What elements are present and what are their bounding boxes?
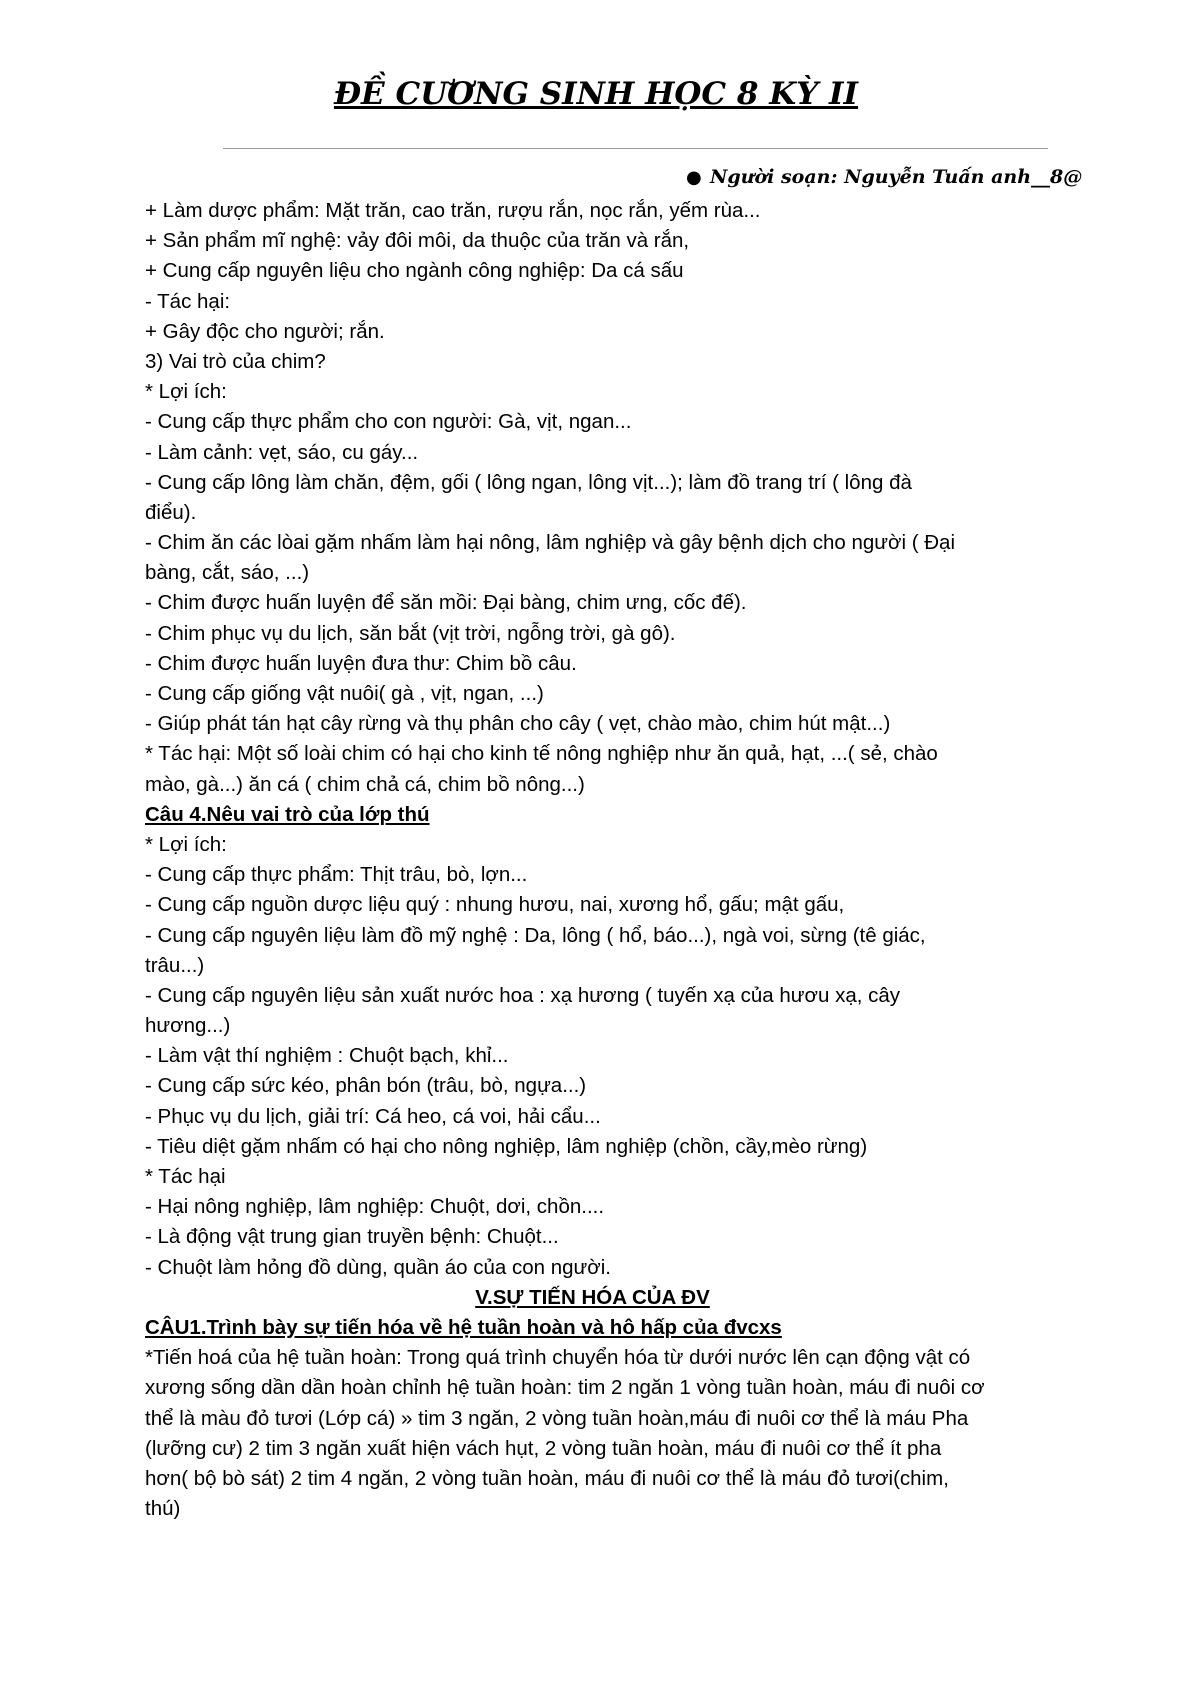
text-line: * Tác hại: Một số loài chim có hại cho kinh tế nông nghiệp như ăn quả, hạt, ...( sẻ, chào	[145, 742, 938, 766]
text-line: *Tiến hoá của hệ tuần hoàn: Trong quá trình chuyển hóa từ dưới nước lên cạn động vật có	[145, 1346, 971, 1370]
text-line: bàng, cắt, sáo, ...)	[145, 561, 310, 585]
text-line: - Cung cấp sức kéo, phân bón (trâu, bò, ngựa...)	[145, 1074, 587, 1098]
text-line: thú)	[145, 1497, 181, 1521]
text-line: - Chuột làm hỏng đồ dùng, quần áo của con người.	[145, 1255, 611, 1279]
document-body	[145, 196, 1045, 1524]
text-line: - Chim phục vụ du lịch, săn bắt (vịt trời, ngỗng trời, gà gô).	[145, 621, 676, 645]
text-line: + Sản phẩm mĩ nghệ: vảy đôi môi, da thuộc của trăn và rắn,	[145, 229, 690, 253]
text-line: - Cung cấp nguyên liệu sản xuất nước hoa : xạ hương ( tuyến xạ của hươu xạ, cây	[145, 983, 901, 1007]
text-line: * Tác hại	[145, 1165, 226, 1188]
bullet-icon: ●	[686, 167, 702, 188]
text-line: - Là động vật trung gian truyền bệnh: Chuột...	[145, 1225, 559, 1249]
text-line: hơn( bộ bò sát) 2 tim 4 ngăn, 2 vòng tuần hoàn, máu đi nuôi cơ thể là máu đỏ tươi(chim,	[145, 1466, 949, 1490]
text-line: - Làm vật thí nghiệm : Chuột bạch, khỉ...	[145, 1044, 509, 1068]
document-title: ĐỀ CƯƠNG SINH HỌC 8 KỲ II	[333, 76, 859, 112]
text-line: * Lợi ích:	[145, 380, 227, 404]
text-line: - Cung cấp giống vật nuôi( gà , vịt, ngan, ...)	[145, 682, 544, 705]
text-line: thể là màu đỏ tươi (Lớp cá) » tim 3 ngăn, 2 vòng tuần hoàn,máu đi nuôi cơ thể là máu Pha	[145, 1406, 969, 1430]
text-line: - Chim được huấn luyện để săn mồi: Đại bàng, chim ưng, cốc đế).	[145, 591, 747, 615]
text-line: xương sống dần dần hoàn chỉnh hệ tuần hoàn: tim 2 ngăn 1 vòng tuần hoàn, máu đi nuôi cơ	[145, 1376, 985, 1400]
text-line: * Lợi ích:	[145, 832, 227, 856]
text-line: + Gây độc cho người; rắn.	[145, 319, 385, 343]
text-line: (lưỡng cư) 2 tim 3 ngăn xuất hiện vách hụt, 2 vòng tuần hoàn, máu đi nuôi cơ thể ít pha	[145, 1436, 942, 1460]
text-line: + Cung cấp nguyên liệu cho ngành công nghiệp: Da cá sấu	[145, 259, 684, 283]
text-line: - Cung cấp nguyên liệu làm đồ mỹ nghệ : Da, lông ( hổ, báo...), ngà voi, sừng (tê giác,	[145, 923, 926, 947]
text-line: - Chim được huấn luyện đưa thư: Chim bồ câu.	[145, 651, 577, 675]
text-line: - Làm cảnh: vẹt, sáo, cu gáy...	[145, 440, 419, 464]
author-text: Người soạn: Nguyễn Tuấn anh__8@	[710, 166, 1083, 188]
text-line: 3) Vai trò của chim?	[145, 349, 326, 373]
text-line: - Phục vụ du lịch, giải trí: Cá heo, cá voi, hải cẩu...	[145, 1104, 601, 1128]
text-line: - Hại nông nghiệp, lâm nghiệp: Chuột, dơi, chồn....	[145, 1195, 605, 1219]
text-line: trâu...)	[145, 953, 205, 977]
text-line: điểu).	[145, 500, 197, 524]
section-heading-tien-hoa: V.SỰ TIẾN HÓA CỦA ĐV	[475, 1285, 710, 1309]
author-line	[686, 166, 1083, 188]
text-line: + Làm dược phẩm: Mặt trăn, cao trăn, rượu rắn, nọc rắn, yếm rùa...	[145, 199, 761, 222]
text-line: - Cung cấp thực phẩm cho con người: Gà, vịt, ngan...	[145, 410, 632, 434]
text-line: mào, gà...) ăn cá ( chim chả cá, chim bồ nông...)	[145, 772, 585, 796]
text-line: - Chim ăn các lòai gặm nhấm làm hại nông, lâm nghiệp và gây bệnh dịch cho người ( Đại	[145, 531, 956, 555]
text-line: - Tác hại:	[145, 289, 231, 313]
section-heading-cau-1: CÂU1.Trình bày sự tiến hóa về hệ tuần hoàn và hô hấp của đvcxs	[145, 1315, 782, 1339]
text-line: - Tiêu diệt gặm nhấm có hại cho nông nghiệp, lâm nghiệp (chồn, cầy,mèo rừng)	[145, 1134, 868, 1158]
text-line: - Cung cấp nguồn dược liệu quý : nhung hươu, nai, xương hổ, gấu; mật gấu,	[145, 893, 845, 917]
text-line: - Cung cấp lông làm chăn, đệm, gối ( lông ngan, lông vịt...); làm đồ trang trí ( lông đà	[145, 470, 912, 494]
section-heading-cau-4: Câu 4.Nêu vai trò của lớp thú	[145, 802, 430, 826]
text-line: - Giúp phát tán hạt cây rừng và thụ phân cho cây ( vẹt, chào mào, chim hút mật...)	[145, 712, 891, 736]
text-line: - Cung cấp thực phẩm: Thịt trâu, bò, lợn...	[145, 863, 528, 887]
text-line: hương...)	[145, 1014, 231, 1038]
title-divider	[223, 148, 1048, 149]
